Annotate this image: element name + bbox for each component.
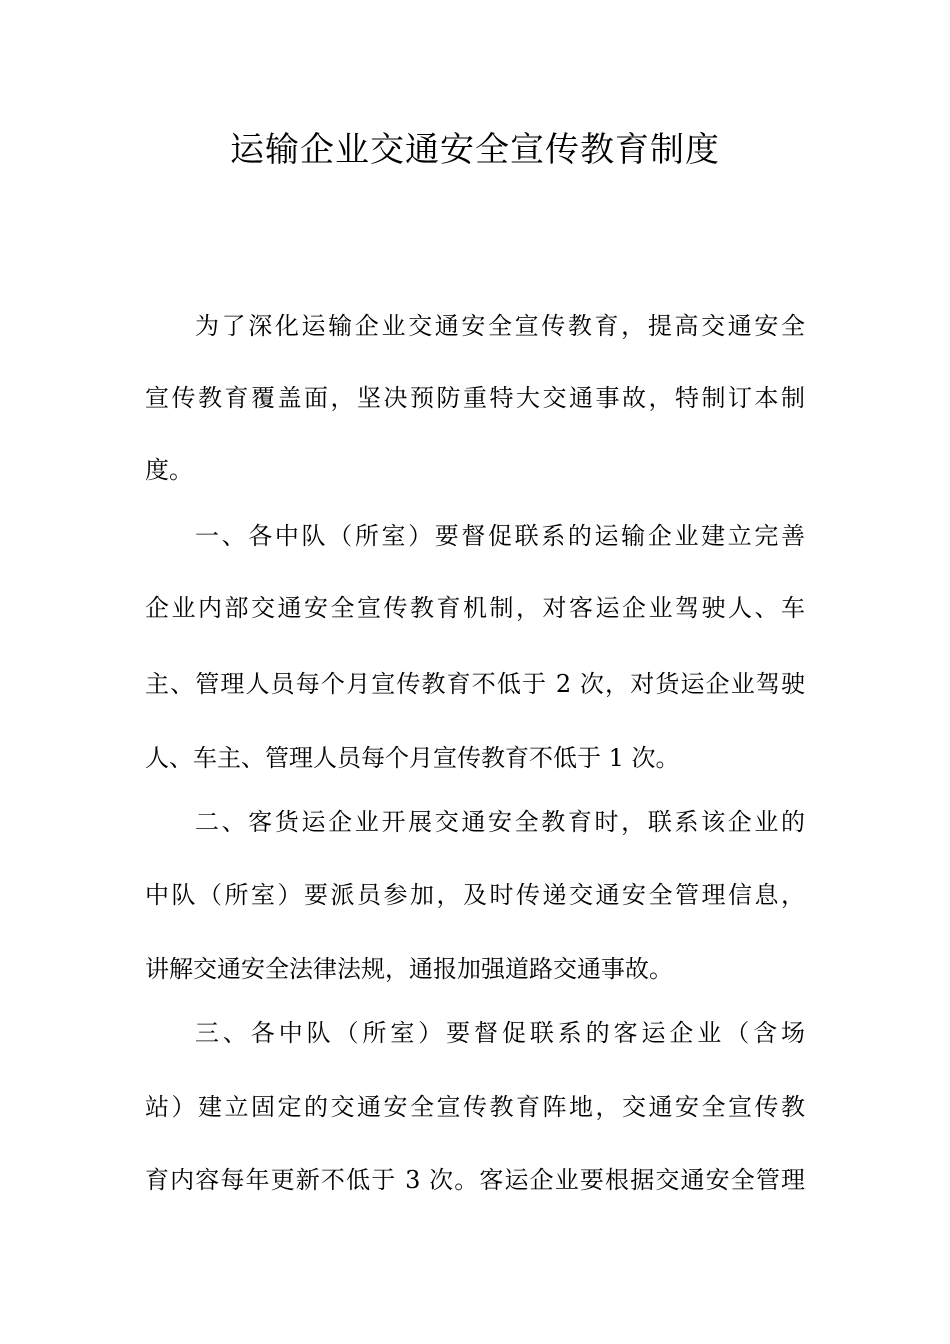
paragraph-line: 站）建立固定的交通安全宣传教育阵地，交通安全宣传教 [145,1093,805,1121]
document-title: 运输企业交通安全宣传教育制度 [230,130,720,170]
paragraph-line: 人、车主、管理人员每个月宣传教育不低于 1 次。 [145,744,680,772]
paragraph-line: 一、各中队（所室）要督促联系的运输企业建立完善 [195,522,805,550]
paragraph-line: 讲解交通安全法律法规，通报加强道路交通事故。 [145,955,673,983]
paragraph-line: 为了深化运输企业交通安全宣传教育，提高交通安全 [195,312,805,340]
paragraph-line: 中队（所室）要派员参加，及时传递交通安全管理信息， [145,881,805,909]
paragraph-line: 度。 [145,456,193,484]
paragraph-line: 企业内部交通安全宣传教育机制，对客运企业驾驶人、车 [145,594,805,622]
paragraph-line: 育内容每年更新不低于 3 次。客运企业要根据交通安全管理 [145,1166,805,1194]
paragraph-line: 宣传教育覆盖面，坚决预防重特大交通事故，特制订本制 [145,384,805,412]
paragraph-line: 主、管理人员每个月宣传教育不低于 2 次，对货运企业驾驶 [145,670,805,698]
paragraph-line: 三、各中队（所室）要督促联系的客运企业（含场 [195,1019,805,1047]
paragraph-line: 二、客货运企业开展交通安全教育时，联系该企业的 [195,808,805,836]
